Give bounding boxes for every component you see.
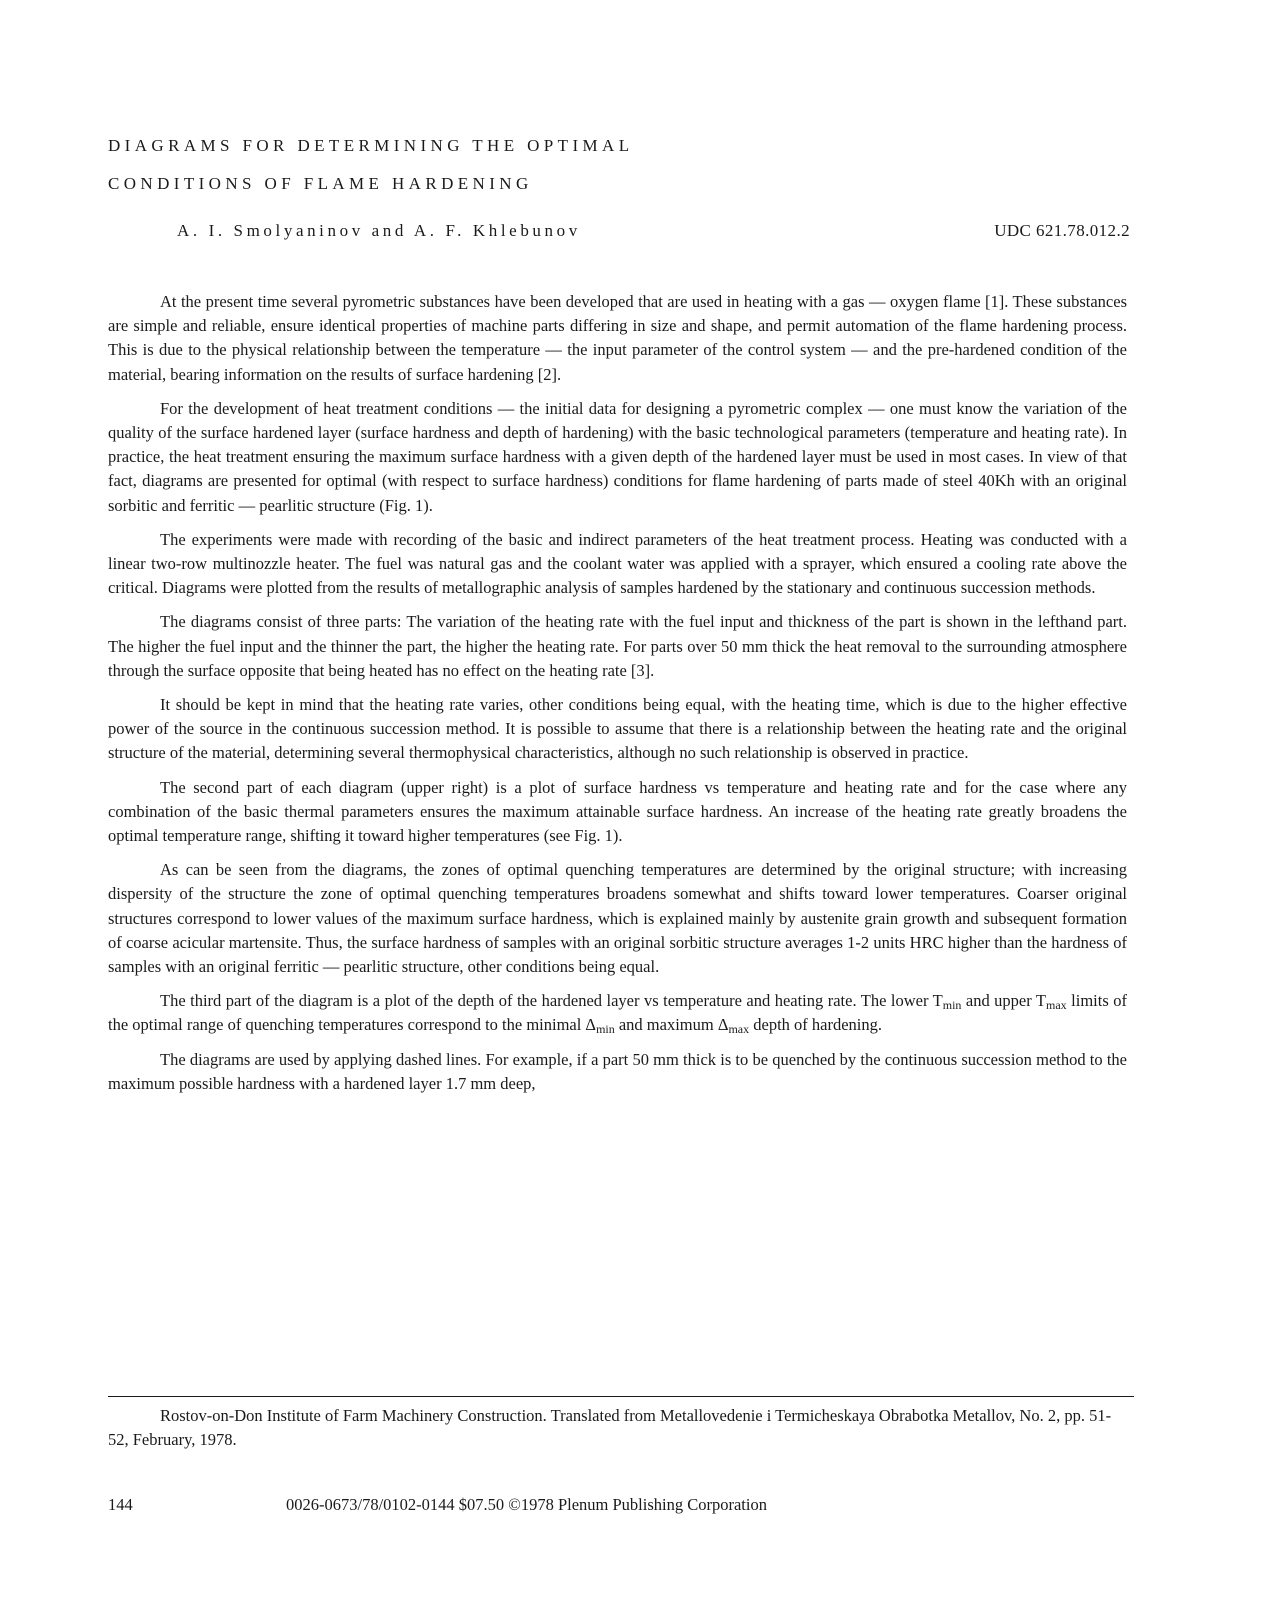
paragraph-8-text-2: and upper T (961, 991, 1047, 1011)
subscript-delta-max: max (728, 1022, 750, 1037)
paragraph-2: For the development of heat treatment conditions — the initial data for designing a pyrometric complex — one must know the variation of the quality of the surface hardened layer (surface hardness and depth of hardening) with the basic technological parameters (temperature and heating rate). In practice, the heat treatment ensuring the maximum surface hardness with a given depth of the hardened layer must be used in most cases. In view of that fact, diagrams are presented for optimal (with respect to surface hardness) conditions for flame hardening of parts made of steel 40Kh with an original sorbitic and ferritic — pearlitic structure (Fig. 1). (108, 398, 1127, 515)
subscript-t-max: max (1046, 998, 1067, 1013)
footnote-text: Rostov-on-Don Institute of Farm Machinery Construction. Translated from Metallovedenie i Termicheskaya Obrabotka Metallov, No. 2, pp. 51-52, February, 1978. (108, 1406, 1112, 1449)
authors: A. I. Smolyaninov and A. F. Khlebunov (177, 221, 581, 240)
paragraph-3: The experiments were made with recording of the basic and indirect parameters of the heat treatment process. Heating was conducted with a linear two-row multinozzle heater. The fuel was natural gas and the coolant water was applied with a sprayer, which ensured a cooling rate above the critical. Diagrams were plotted from the results of metallographic analysis of samples hardened by the stationary and continuous succession methods. (108, 529, 1127, 598)
paragraph-6: The second part of each diagram (upper right) is a plot of surface hardness vs temperature and heating rate and for the case where any combination of the basic thermal parameters ensures the maximum attainable surface hardness. An increase of the heating rate greatly broadens the optimal temperature range, shifting it toward higher temperatures (see Fig. 1). (108, 777, 1127, 846)
paragraph-9: The diagrams are used by applying dashed lines. For example, if a part 50 mm thick is to be quenched by the continuous succession method to the maximum possible hardness with a hardened layer 1.7 mm deep, (108, 1049, 1127, 1093)
paragraph-1: At the present time several pyrometric substances have been developed that are used in heating with a gas — oxygen flame [1]. These substances are simple and reliable, ensure identical properties of machine parts differing in size and shape, and permit automation of the flame hardening process. This is due to the physical relationship between the temperature — the input parameter of the control system — and the pre-hardened condition of the material, bearing information on the results of surface hardening [2]. (108, 292, 1127, 384)
paragraph-8 (108, 989, 1127, 1037)
paragraph-8-text-5: depth of hardening. (749, 1015, 883, 1035)
paragraph-4: The diagrams consist of three parts: The variation of the heating rate with the fuel input and thickness of the part is shown in the lefthand part. The higher the fuel input and the thinner the part, the higher the heating rate. For parts over 50 mm thick the heat removal to the surrounding atmosphere through the surface opposite that being heated has no effect on the heating rate [3]. (108, 612, 1127, 680)
udc-code: UDC 621.78.012.2 (994, 221, 1130, 240)
paragraph-8-text-1: The third part of the diagram is a plot of the depth of the hardened layer vs temperature and heating rate. The lower T (160, 991, 943, 1011)
paragraph-8-text-4: and maximum Δ (614, 1015, 729, 1035)
article-body (108, 290, 1127, 1106)
footnote-divider (108, 1396, 1134, 1397)
publication-code: 0026-0673/78/0102-0144 $07.50 ©1978 Plenum Publishing Corporation (286, 1495, 767, 1514)
footnote (108, 1404, 1127, 1452)
article-title-line-1: DIAGRAMS FOR DETERMINING THE OPTIMAL (108, 136, 634, 155)
article-title-line-2: CONDITIONS OF FLAME HARDENING (108, 174, 533, 193)
page-number: 144 (108, 1495, 133, 1514)
paragraph-5: It should be kept in mind that the heating rate varies, other conditions being equal, with the heating time, which is due to the higher effective power of the source in the continuous succession method. It is possible to assume that there is a relationship between the heating rate and the original structure of the material, determining several thermophysical characteristics, although no such relationship is observed in practice. (108, 695, 1127, 763)
paragraph-7: As can be seen from the diagrams, the zones of optimal quenching temperatures are determined by the original structure; with increasing dispersity of the structure the zone of optimal quenching temperatures broadens somewhat and shifts toward lower temperatures. Coarser original structures correspond to lower values of the maximum surface hardness, which is explained mainly by austenite grain growth and subsequent formation of coarse acicular martensite. Thus, the surface hardness of samples with an original sorbitic structure averages 1-2 units HRC higher than the hardness of samples with an original ferritic — pearlitic structure, other conditions being equal. (108, 860, 1127, 977)
subscript-t-min: min (942, 998, 962, 1013)
subscript-delta-min: min (596, 1022, 615, 1037)
paragraph-8-text-3: limits of the optimal range of quenching temperatures correspond to the minimal Δ (108, 991, 1127, 1035)
